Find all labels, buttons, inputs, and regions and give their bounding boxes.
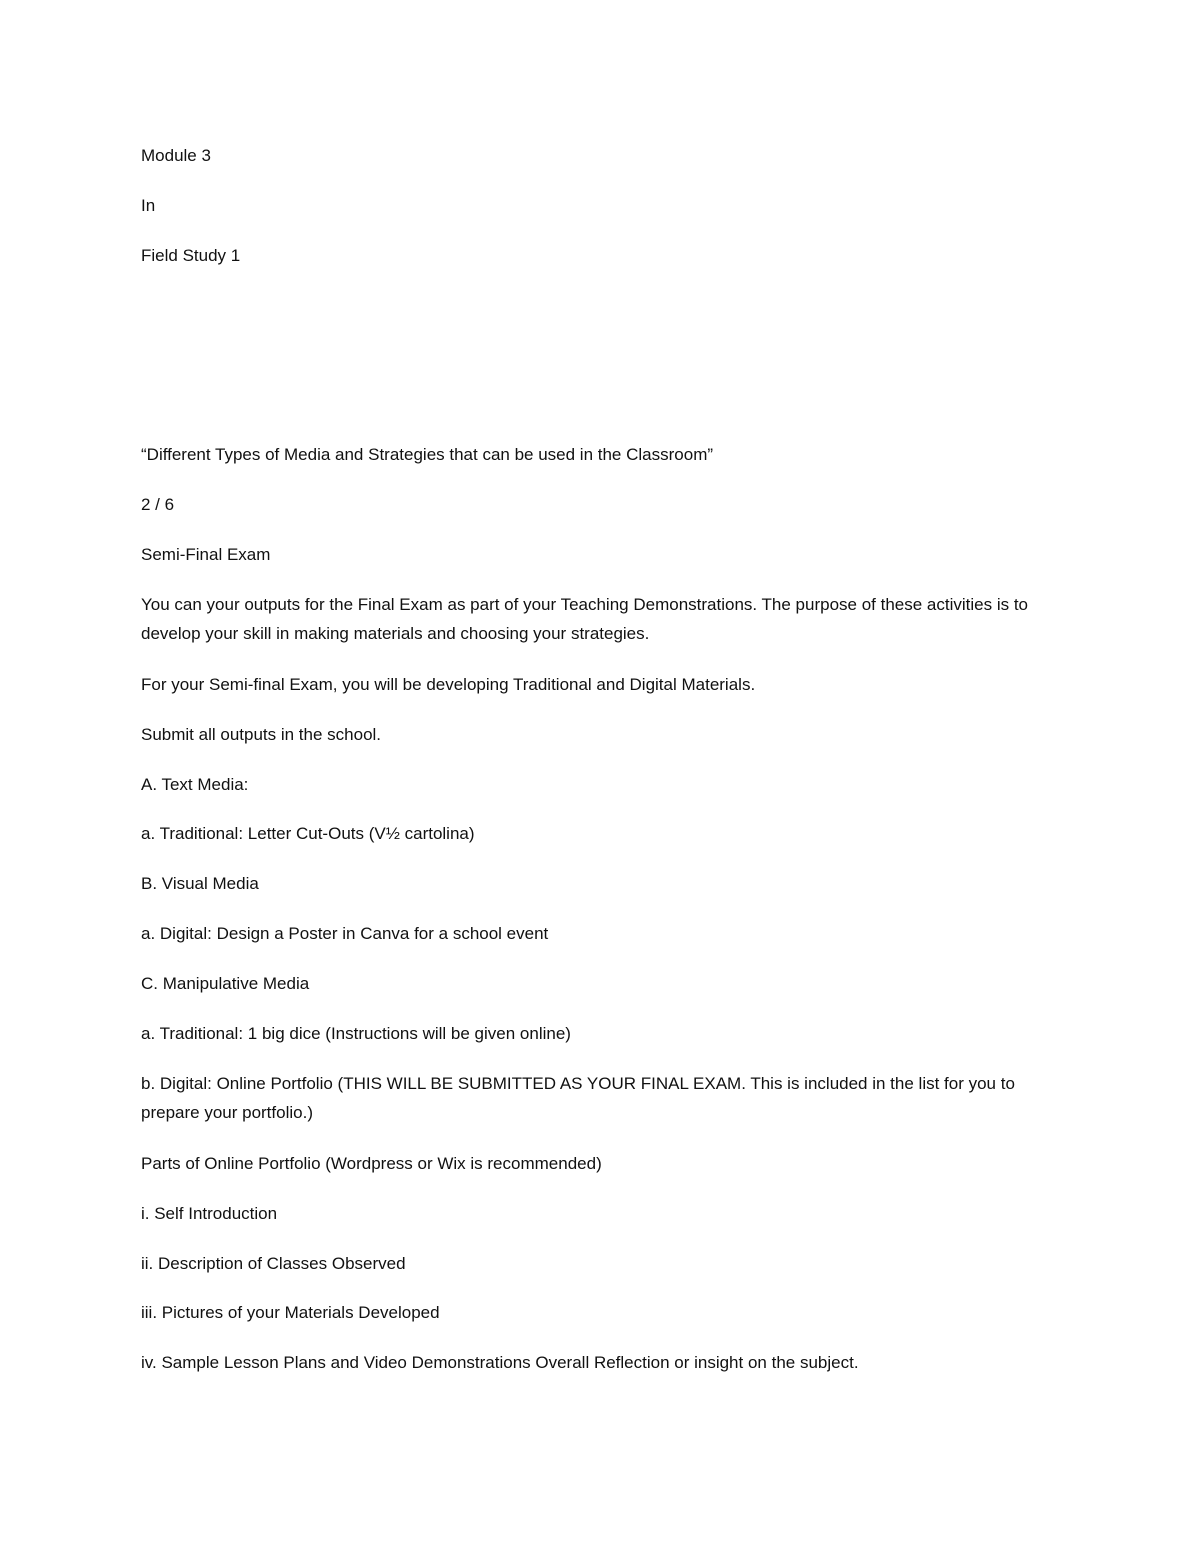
semi-final-note: For your Semi-final Exam, you will be developing Traditional and Digital Materials. xyxy=(141,675,756,694)
visual-media-heading: B. Visual Media xyxy=(141,874,259,893)
submit-note: Submit all outputs in the school. xyxy=(141,725,382,744)
module-label: Module 3 xyxy=(141,146,211,165)
intro-paragraph: You can your outputs for the Final Exam as part of your Teaching Demonstrations. The purpose of these activities is to develop your skill in making materials and choosing your strategies. xyxy=(141,595,1029,643)
portfolio-part: iii. Pictures of your Materials Developed xyxy=(141,1303,440,1322)
portfolio-part: iv. Sample Lesson Plans and Video Demonstrations Overall Reflection or insight on the subject. xyxy=(141,1353,859,1372)
text-media-heading: A. Text Media: xyxy=(141,775,249,794)
manipulative-media-item-a: a. Traditional: 1 big dice (Instructions will be given online) xyxy=(141,1024,571,1043)
manipulative-media-heading: C. Manipulative Media xyxy=(141,974,310,993)
exam-heading: Semi-Final Exam xyxy=(141,545,271,564)
page-indicator: 2 / 6 xyxy=(141,495,175,514)
portfolio-part: i. Self Introduction xyxy=(141,1204,278,1223)
text-media-item-a: a. Traditional: Letter Cut-Outs (V½ cartolina) xyxy=(141,824,475,843)
course-label: Field Study 1 xyxy=(141,246,241,265)
portfolio-part: ii. Description of Classes Observed xyxy=(141,1254,406,1273)
document-title: “Different Types of Media and Strategies that can be used in the Classroom” xyxy=(141,445,714,464)
manipulative-media-item-b: b. Digital: Online Portfolio (THIS WILL BE SUBMITTED AS YOUR FINAL EXAM. This is included in the list for you to prepare your portfolio.) xyxy=(141,1074,1015,1122)
visual-media-item-a: a. Digital: Design a Poster in Canva for a school event xyxy=(141,924,549,943)
portfolio-heading: Parts of Online Portfolio (Wordpress or Wix is recommended) xyxy=(141,1154,602,1173)
in-label: In xyxy=(141,196,156,215)
